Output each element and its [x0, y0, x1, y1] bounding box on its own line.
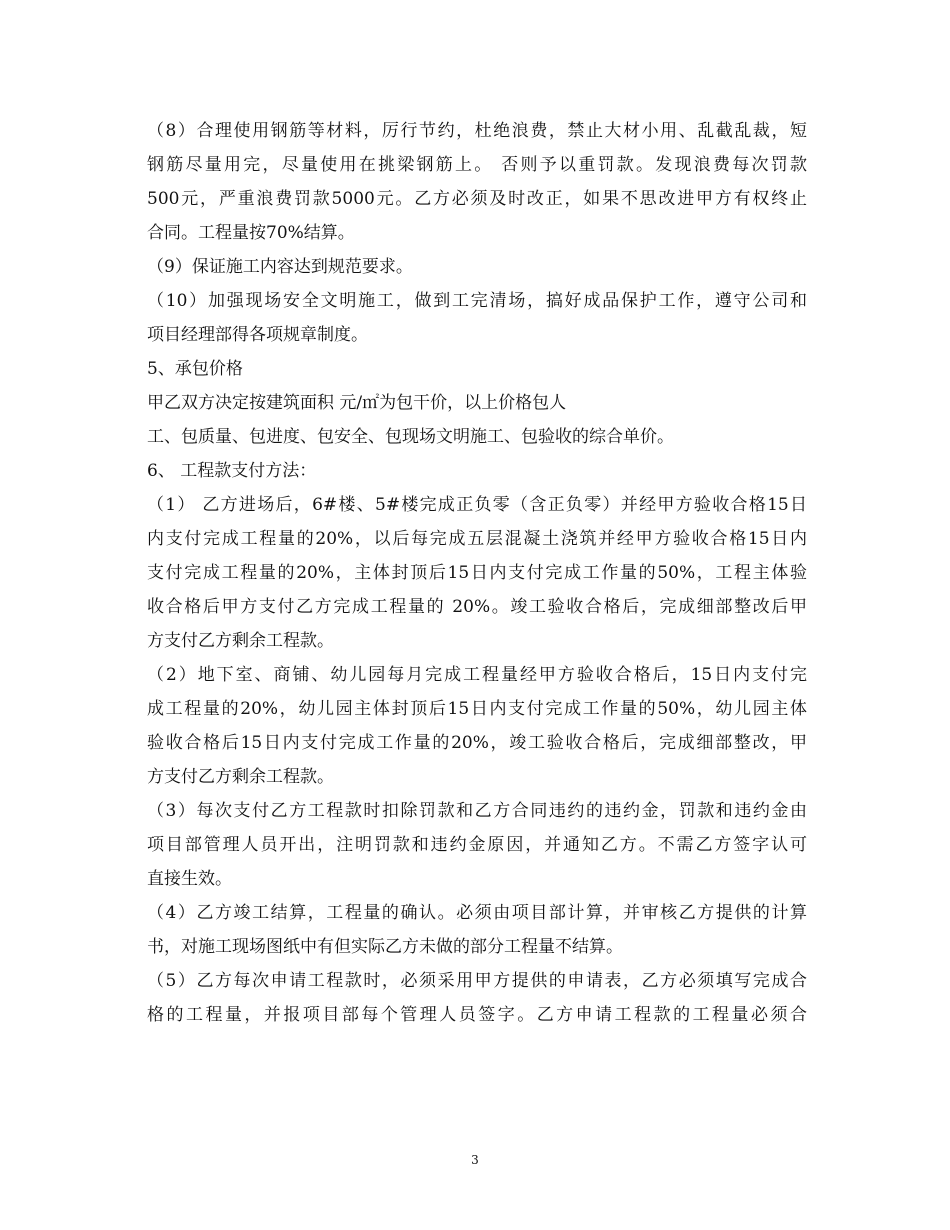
text-line: 钢筋尽量用完，尽量使用在挑梁钢筋上。 否则予以重罚款。发现浪费每次罚款	[147, 155, 807, 175]
text-line: 方支付乙方剩余工程款。	[147, 767, 334, 787]
text-line: 直接生效。	[147, 869, 232, 889]
text-line: （2）地下室、商铺、幼儿园每月完成工程量经甲方验收合格后，15日内支付完	[147, 665, 807, 685]
text-line: （9）保证施工内容达到规范要求。	[147, 257, 413, 277]
text-line: （8）合理使用钢筋等材料，厉行节约，杜绝浪费，禁止大材小用、乱截乱裁，短	[147, 121, 807, 141]
text-line: （3）每次支付乙方工程款时扣除罚款和乙方合同违约的违约金，罚款和违约金由	[147, 801, 807, 821]
text-line: （5）乙方每次申请工程款时，必须采用甲方提供的申请表，乙方必须填写完成合	[147, 971, 807, 991]
text-line: （1） 乙方进场后，6#楼、5#楼完成正负零（含正负零）并经甲方验收合格15日	[147, 495, 807, 515]
text-line: 工、包质量、包进度、包安全、包现场文明施工、包验收的综合单价。	[147, 427, 674, 447]
text-line: 支付完成工程量的20%，主体封顶后15日内支付完成工作量的50%，工程主体验	[147, 563, 807, 583]
text-line: 收合格后甲方支付乙方完成工程量的 20%。竣工验收合格后，完成细部整改后甲	[147, 597, 807, 617]
text-line: 合同。工程量按70%结算。	[147, 223, 355, 243]
text-line: 6、 工程款支付方法：	[147, 461, 317, 481]
document-body	[147, 114, 807, 1032]
text-line: （4）乙方竣工结算，工程量的确认。必须由项目部计算，并审核乙方提供的计算	[147, 903, 807, 923]
page-number: 3	[471, 1153, 479, 1167]
text-line: 方支付乙方剩余工程款。	[147, 631, 334, 651]
text-line: 甲乙双方决定按建筑面积 元/㎡为包干价，以上价格包人	[147, 393, 567, 413]
text-line: 成工程量的20%，幼儿园主体封顶后15日内支付完成工作量的50%，幼儿园主体	[147, 699, 807, 719]
text-line: 5、承包价格	[147, 359, 243, 379]
text-line: （10）加强现场安全文明施工，做到工完清场，搞好成品保护工作，遵守公司和	[147, 291, 807, 311]
text-line: 500元，严重浪费罚款5000元。乙方必须及时改正，如果不思改进甲方有权终止	[147, 189, 807, 209]
text-line: 验收合格后15日内支付完成工作量的20%，竣工验收合格后，完成细部整改，甲	[147, 733, 807, 753]
text-line: 项目经理部得各项规章制度。	[147, 325, 368, 345]
text-line: 格的工程量，并报项目部每个管理人员签字。乙方申请工程款的工程量必须合	[147, 1005, 807, 1025]
text-line: 内支付完成工程量的20%，以后每完成五层混凝土浇筑并经甲方验收合格15日内	[147, 529, 807, 549]
text-line: 项目部管理人员开出，注明罚款和违约金原因，并通知乙方。不需乙方签字认可	[147, 835, 807, 855]
text-line: 书，对施工现场图纸中有但实际乙方未做的部分工程量不结算。	[147, 937, 623, 957]
